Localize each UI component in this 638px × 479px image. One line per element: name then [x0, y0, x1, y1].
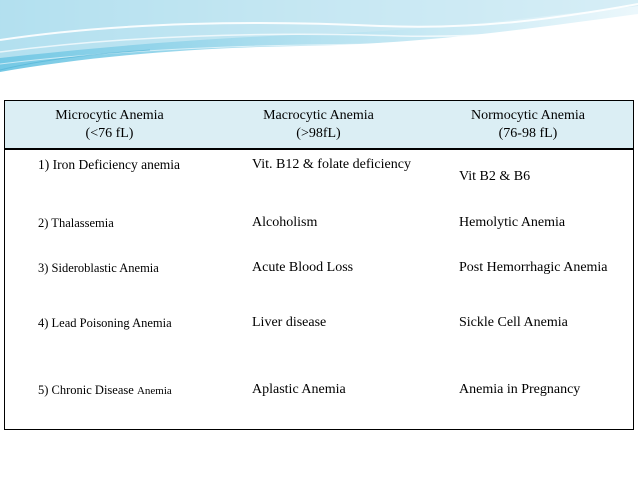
header-normocytic — [423, 101, 633, 149]
header-microcytic — [5, 101, 214, 149]
cell-microcytic: 2) Thalassemia — [38, 215, 114, 230]
cell-normocytic: Vit B2 & B6 — [459, 169, 531, 185]
header-macrocytic-range: (>98fL) — [296, 125, 341, 141]
cell-normocytic: Anemia in Pregnancy — [459, 382, 581, 398]
table-row — [5, 351, 633, 429]
cell-macrocytic: Acute Blood Loss — [252, 259, 354, 275]
header-microcytic-range: (<76 fL) — [85, 125, 134, 141]
table — [5, 101, 633, 429]
cell-microcytic: 3) Sideroblastic Anemia — [38, 260, 159, 275]
cell-macrocytic: Liver disease — [252, 314, 327, 330]
cell-normocytic: Sickle Cell Anemia — [459, 314, 568, 330]
table-row — [5, 204, 633, 241]
header-microcytic-name: Microcytic Anemia — [55, 107, 164, 123]
header-normocytic-name: Normocytic Anemia — [471, 107, 585, 123]
cell-macrocytic: Aplastic Anemia — [252, 382, 346, 398]
cell-normocytic: Post Hemorrhagic Anemia — [459, 259, 608, 275]
anemia-classification-table — [4, 100, 634, 430]
table-row — [5, 294, 633, 351]
cell-microcytic: 4) Lead Poisoning Anemia — [38, 315, 172, 330]
cell-microcytic: 1) Iron Deficiency anemia — [38, 157, 181, 172]
table-row — [5, 149, 633, 204]
cell-normocytic: Hemolytic Anemia — [459, 214, 566, 230]
header-macrocytic — [214, 101, 423, 149]
header-wave-decoration — [0, 0, 638, 80]
header-normocytic-range: (76-98 fL) — [498, 125, 558, 141]
table-header — [5, 101, 633, 149]
table-body — [5, 149, 633, 429]
cell-microcytic-prefix: 5) Chronic Disease — [38, 382, 134, 397]
cell-microcytic — [5, 351, 214, 429]
header-macrocytic-name: Macrocytic Anemia — [263, 107, 374, 123]
cell-microcytic-suffix: Anemia — [136, 384, 172, 397]
cell-macrocytic: Vit. B12 & folate deficiency — [252, 157, 411, 172]
table-row — [5, 241, 633, 294]
cell-macrocytic: Alcoholism — [252, 214, 318, 230]
